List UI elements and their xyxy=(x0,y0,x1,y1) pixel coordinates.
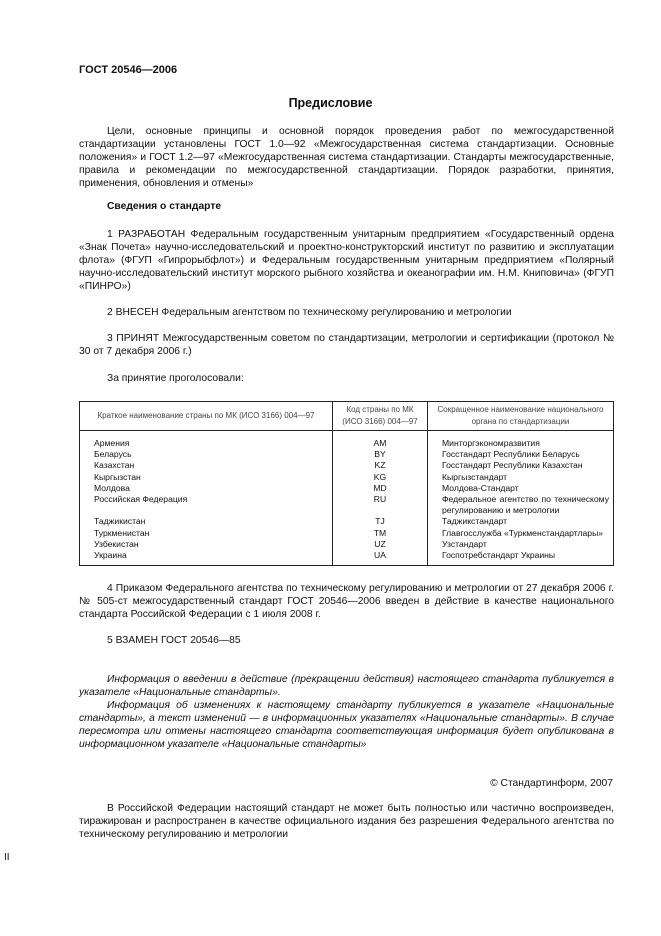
item-4 xyxy=(79,582,614,621)
copyright: © Стандартинформ, 2007 xyxy=(490,778,613,789)
voting-table xyxy=(79,401,614,566)
info-text-1: Информация о введении в действие (прекращении действия) настоящего стандарта публикуется в указателе «Национальные стандарты». xyxy=(79,674,614,698)
intro-paragraph xyxy=(79,125,614,190)
country-code-cell: UZ xyxy=(333,539,428,550)
table-header-row xyxy=(80,402,614,431)
item-2 xyxy=(79,306,614,319)
standards-body-cell: Госстандарт Республики Беларусь xyxy=(428,449,614,460)
country-name-cell: Молдова xyxy=(80,483,333,494)
standards-body-cell: Кыргызстандарт xyxy=(428,472,614,483)
country-name-cell: Узбекистан xyxy=(80,539,333,550)
country-name-cell: Таджикистан xyxy=(80,516,333,527)
page-number: II xyxy=(4,852,10,863)
item-4-text: 4 Приказом Федерального агентства по техническому регулированию и метрологии от 27 декабря 2006 г. № 505-ст межгосударственный стандарт ГОСТ 20546—2006 введен в действие в качестве национального стандарта Российской Федерации с 1 июля 2008 г. xyxy=(79,583,614,621)
intro-text: Цели, основные принципы и основной порядок проведения работ по межгосударственной стандартизации установлены ГОСТ 1.0—92 «Межгосударственная система стандартизации. Основные положения» и ГОСТ 1.2—97 «Межгосударственная система стандартизации. Стандарты межгосударственные, правила и рекомендации по межгосударственной стандартизации. Порядок разработки, принятия, применения, обновления и отмены» xyxy=(79,126,614,190)
standards-body-cell: Федеральное агентство по техническому регулированию и метрологии xyxy=(428,494,614,516)
info-block xyxy=(79,673,614,751)
item-1 xyxy=(79,228,614,293)
item-5-text: 5 ВЗАМЕН ГОСТ 20546—85 xyxy=(107,635,241,646)
country-name-cell: Кыргызстан xyxy=(80,472,333,483)
item-2-text: 2 ВНЕСЕН Федеральным агентством по техническому регулированию и метрологии xyxy=(107,307,512,318)
country-name-cell: Туркменистан xyxy=(80,528,333,539)
country-name-cell: Казахстан xyxy=(80,460,333,471)
table-row xyxy=(80,528,614,539)
country-code-cell: MD xyxy=(333,483,428,494)
table-row xyxy=(80,494,614,516)
header-country: Краткое наименование страны по МК (ИСО 3166) 004—97 xyxy=(80,402,333,431)
country-code-cell: AM xyxy=(333,431,428,450)
standards-body-cell: Узстандарт xyxy=(428,539,614,550)
notice-text: В Российской Федерации настоящий стандарт не может быть полностью или частично воспроизведен, тиражирован и распространен в качестве официального издания без разрешения Федерального агентства по техническому регулированию и метрологии xyxy=(79,803,614,841)
standards-body-cell: Главгосслужба «Туркменстандартлары» xyxy=(428,528,614,539)
header-body: Сокращенное наименование национального органа по стандартизации xyxy=(428,402,614,431)
country-name-cell: Российская Федерация xyxy=(80,494,333,516)
section-title: Сведения о стандарте xyxy=(107,201,222,212)
standards-body-cell: Таджикстандарт xyxy=(428,516,614,527)
country-code-cell: BY xyxy=(333,449,428,460)
standards-body-cell: Минторгэкономразвития xyxy=(428,431,614,450)
country-name-cell: Армения xyxy=(80,431,333,450)
table-row xyxy=(80,431,614,450)
standards-body-cell: Молдова-Стандарт xyxy=(428,483,614,494)
standards-body-cell: Госпотребстандарт Украины xyxy=(428,550,614,566)
header-code: Код страны по МК (ИСО 3166) 004—97 xyxy=(333,402,428,431)
table-row xyxy=(80,516,614,527)
info-text-2: Информация об изменениях к настоящему стандарту публикуется в указателе «Национальные стандарты», а текст изменений — в информационных указателях «Национальные стандарты». В случае пересмотра или отмены настоящего стандарта соответствующая информация будет опубликована в информационном указателе «Национальные стандарты» xyxy=(79,700,614,750)
standards-body-cell: Госстандарт Республики Казахстан xyxy=(428,460,614,471)
country-code-cell: RU xyxy=(333,494,428,516)
country-code-cell: KG xyxy=(333,472,428,483)
country-code-cell: UA xyxy=(333,550,428,566)
table-row xyxy=(80,472,614,483)
table-row xyxy=(80,460,614,471)
item-1-text: 1 РАЗРАБОТАН Федеральным государственным унитарным предприятием «Государственный ордена «Знак Почета» научно-исследовательский и проектно-конструкторский институт по развитию и эксплуатации флота» (ФГУП «Гипрорыбфлот») и Федеральным государственным унитарным предприятием «Полярный научно-исследовательский институт морского рыбного хозяйства и океанографии им. Н.М. Книповича» (ФГУП «ПИНРО») xyxy=(79,229,614,293)
table-row xyxy=(80,449,614,460)
document-code-header: ГОСТ 20546—2006 xyxy=(79,64,178,76)
item-3-text: 3 ПРИНЯТ Межгосударственным советом по стандартизации, метрологии и сертификации (протокол № 30 от 7 декабря 2006 г.) xyxy=(79,333,614,358)
page-title: Предисловие xyxy=(288,96,373,110)
reproduction-notice xyxy=(79,802,614,841)
country-code-cell: KZ xyxy=(333,460,428,471)
table-row xyxy=(80,539,614,550)
country-code-cell: TJ xyxy=(333,516,428,527)
table-row xyxy=(80,550,614,566)
item-5 xyxy=(79,634,614,647)
country-name-cell: Беларусь xyxy=(80,449,333,460)
table-row xyxy=(80,483,614,494)
item-3 xyxy=(79,332,614,358)
country-name-cell: Украина xyxy=(80,550,333,566)
country-code-cell: TM xyxy=(333,528,428,539)
votes-label: За принятие проголосовали: xyxy=(107,373,244,384)
